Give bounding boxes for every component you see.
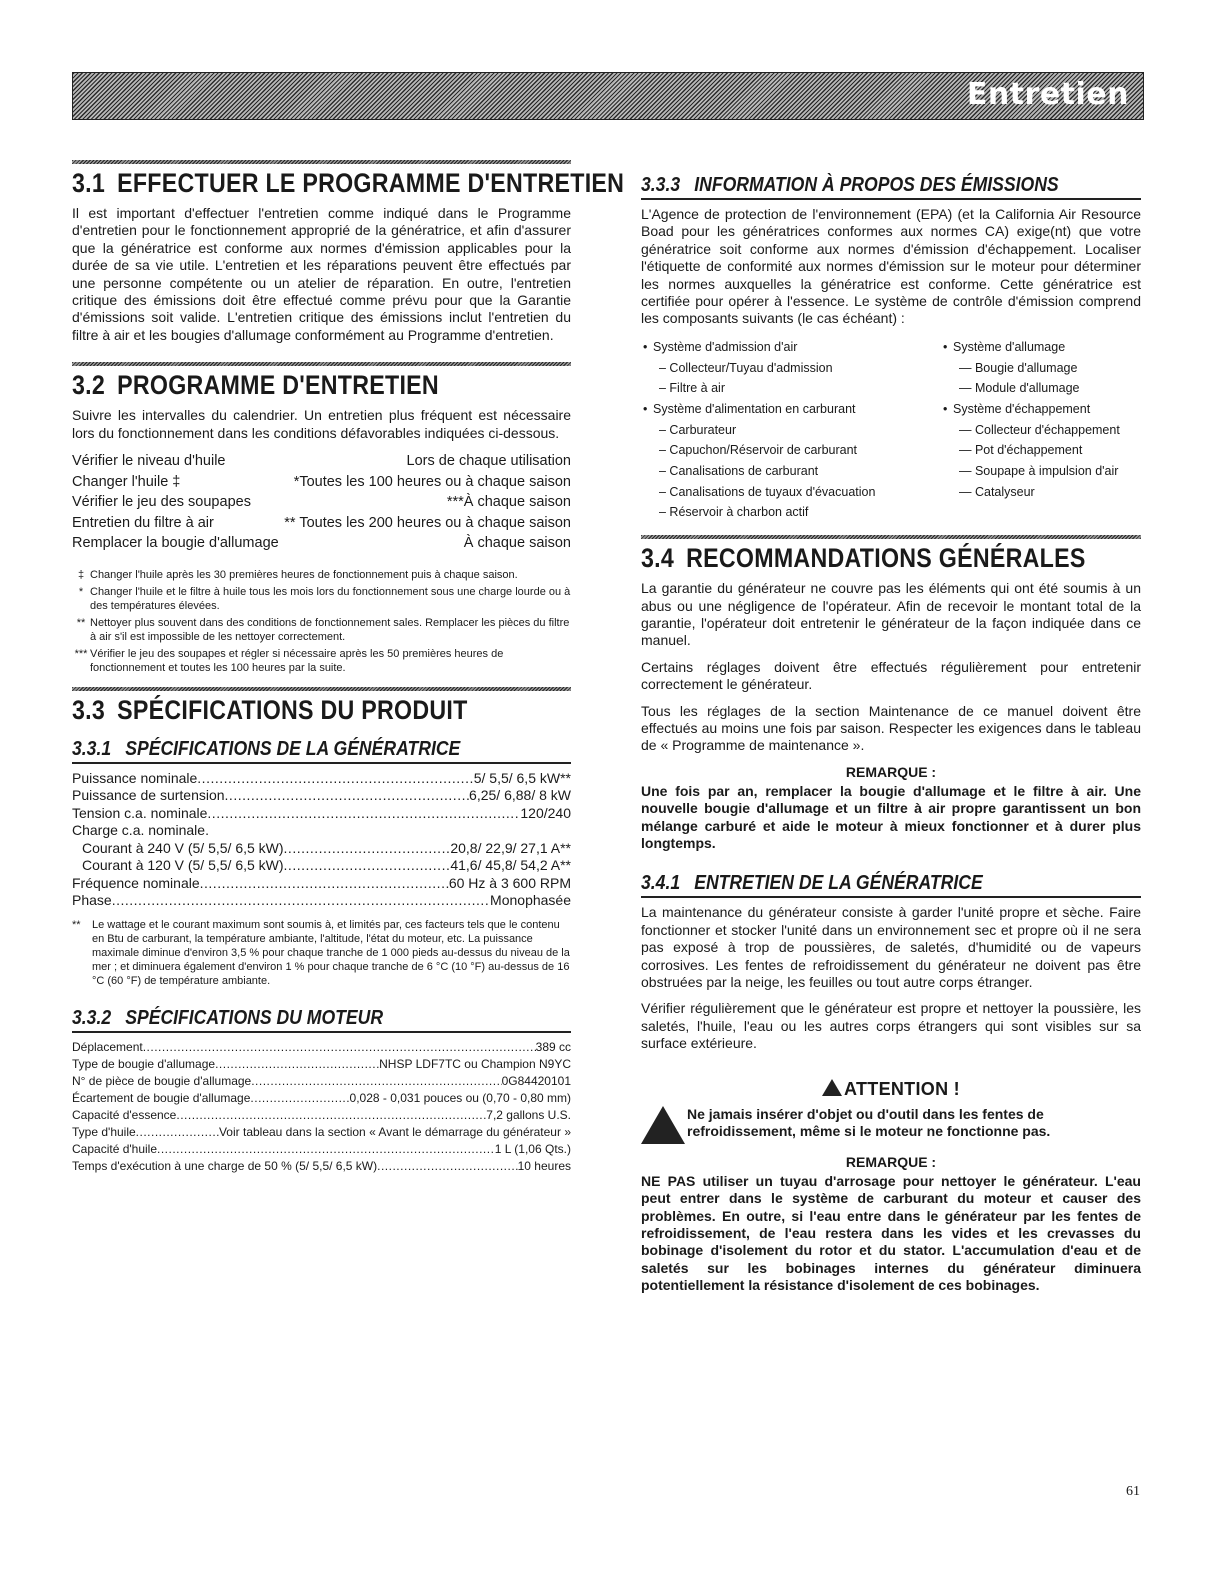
spec-label: Puissance de surtension [72, 787, 225, 804]
header-banner [72, 72, 1144, 120]
emission-list-item: – Collecteur/Tuyau d'admission [659, 360, 833, 375]
spec-value: 1 L (1,06 Qts.) [494, 1141, 571, 1156]
spec-label: Puissance nominale [72, 769, 198, 786]
section-number: 3.2 [72, 370, 106, 401]
spec-label: Temps d'exécution à une charge de 50 % (5/ 5,5/ 6,5 kW) [72, 1158, 378, 1173]
schedule-row [72, 451, 571, 472]
spec-row [72, 1073, 571, 1090]
leader-dots [207, 805, 520, 823]
spec-value: Voir tableau dans la section « Avant le démarrage du générateur » [218, 1124, 571, 1139]
section-title: SPÉCIFICATIONS DU MOTEUR [125, 1006, 384, 1029]
section-number: 3.3.1 [72, 737, 112, 760]
spec-value: 389 cc [535, 1039, 571, 1054]
leader-dots [197, 770, 473, 788]
emission-list-left [641, 337, 921, 523]
schedule-note [72, 647, 571, 675]
leader-dots [284, 840, 451, 858]
spec-value: 120/240 [520, 804, 571, 821]
spec-value: 60 Hz à 3 600 RPM [448, 874, 571, 891]
note-text: Nettoyer plus souvent dans des conditions de fonctionnement sales. Remplacer les pièces du filtre à air s'il est impossible de les nettoyer correctement. [90, 616, 570, 643]
section-number: 3.1 [72, 168, 106, 198]
emission-list-right [941, 337, 1120, 523]
spec-label: Déplacement [72, 1039, 143, 1054]
section-title: EFFECTUER LE PROGRAMME D'ENTRETIEN [117, 168, 625, 198]
leader-dots [143, 1039, 536, 1056]
spec-row [72, 857, 571, 875]
section-rule [72, 160, 571, 164]
remark-label: REMARQUE : [845, 1153, 937, 1170]
section-title: PROGRAMME D'ENTRETIEN [117, 370, 439, 401]
emission-list-item: — Bougie d'allumage [959, 360, 1078, 375]
spec-row [72, 1056, 571, 1073]
emission-list-item: – Filtre à air [659, 381, 725, 396]
section-rule [641, 535, 1141, 539]
emission-list-item: — Collecteur d'échappement [959, 422, 1120, 437]
spec-value: 0G84420101 [501, 1073, 571, 1088]
leader-dots [136, 1124, 219, 1141]
warning-text: Ne jamais insérer d'objet ou d'outil dans les fentes de refroidissement, même si le moteur ne fonctionne pas. [687, 1105, 1051, 1140]
schedule-task: Changer l'huile ‡ [72, 473, 181, 490]
section-3-4-1-p1: La maintenance du générateur consiste à garder l'unité propre et sèche. Faire fonctionner et stocker l'unité dans un environnement sec et propre où il ne sera pas exposé à trop de poussières, de saletés, d'humidité ou de vapeurs corrosives. Les fentes de refroidissement du générateur ne doivent pas être obstruées par la neige, les feuilles ou tout autre corps étranger. [641, 904, 1141, 991]
spec-value: 5/ 5,5/ 6,5 kW** [473, 769, 571, 786]
emission-list-item: • Système d'admission d'air [641, 337, 921, 358]
spec-row [72, 805, 571, 823]
spec-value: 20,8/ 22,9/ 27,1 A** [450, 839, 571, 856]
spec-row [72, 787, 571, 805]
spec-label: Courant à 120 V (5/ 5,5/ 6,5 kW) [82, 857, 284, 874]
section-3-3-2-heading [72, 1007, 571, 1033]
section-number: 3.4 [641, 543, 675, 574]
section-3-2-body: Suivre les intervalles du calendrier. Un entretien plus fréquent est nécessaire lors du fonctionnement dans les conditions défavorables indiquées ci-dessous. [72, 407, 571, 441]
emission-list-item: – Canalisations de tuyaux d'évacuation [659, 484, 876, 499]
schedule-interval: À chaque saison [463, 535, 571, 552]
note-text: Le wattage et le courant maximum sont soumis à, et limités par, ces facteurs tels que le contenu en Btu de carburant, la température ambiante, l'altitude, l'état du moteur, etc. La puissance maximale diminue d'environ 3,5 % pour chaque tranche de 1 000 pieds au-dessus du niveau de la mer ; et diminuera également d'environ 1 % pour chaque tranche de 6 °C (10 °F) au-dessus de 16 °C (60 °F) de température ambiante. [92, 918, 570, 988]
schedule-task: Remplacer la bougie d'allumage [72, 535, 279, 552]
note-mark: * [78, 585, 84, 598]
schedule-row [72, 472, 571, 493]
emission-list-item: • Système d'alimentation en carburant [641, 399, 921, 420]
section-number: 3.3.3 [641, 174, 681, 196]
spec-label: N° de pièce de bougie d'allumage [72, 1073, 252, 1088]
section-number: 3.3 [72, 694, 106, 725]
schedule-row [72, 492, 571, 513]
emission-list-item: — Pot d'échappement [959, 443, 1083, 458]
leader-dots [251, 1073, 501, 1090]
schedule-interval: ***À chaque saison [446, 494, 571, 511]
spec-row [72, 1090, 571, 1107]
emission-list-item: — Module d'allumage [959, 381, 1080, 396]
section-title: INFORMATION À PROPOS DES ÉMISSIONS [694, 174, 1059, 196]
spec-value: 7,2 gallons U.S. [486, 1107, 571, 1122]
section-number: 3.4.1 [641, 872, 681, 895]
spec-value: Monophasée [490, 892, 571, 909]
section-3-4-p2: Certains réglages doivent être effectués régulièrement pour entretenir correctement le générateur. [641, 658, 1141, 693]
note-mark: ** [72, 918, 81, 931]
section-3-2-heading [72, 370, 501, 401]
spec-label: Type d'huile [72, 1124, 136, 1139]
leader-dots [377, 1158, 517, 1175]
schedule-row [72, 513, 571, 534]
spec-label: Écartement de bougie d'allumage [72, 1090, 251, 1105]
schedule-interval: *Toutes les 100 heures ou à chaque saison [293, 473, 571, 490]
section-title: RECOMMANDATIONS GÉNÉRALES [686, 543, 1086, 574]
leader-dots [157, 1141, 495, 1158]
schedule-task: Vérifier le niveau d'huile [72, 453, 226, 470]
emission-components [641, 337, 1141, 523]
remark-text: Une fois par an, remplacer la bougie d'allumage et le filtre à air. Une nouvelle bougie d'allumage et un filtre à air propre garantissent un bon mélange carburé et aide le moteur à mieux fonctionner et à durer plus longtemps. [641, 782, 1141, 852]
attention-heading [641, 1079, 1141, 1100]
section-3-3-1-heading [72, 738, 571, 764]
leader-dots [176, 1107, 486, 1124]
section-rule [72, 687, 571, 691]
section-3-4-heading [641, 543, 1086, 574]
emission-list-item: – Capuchon/Réservoir de carburant [659, 443, 858, 458]
leader-dots [112, 892, 490, 910]
emission-list-item: – Réservoir à charbon actif [659, 505, 809, 520]
spec-value: 6,25/ 6,88/ 8 kW [469, 787, 571, 804]
page-title: Entretien [966, 77, 1129, 112]
schedule-note [72, 585, 571, 613]
section-number: 3.3.2 [72, 1006, 112, 1029]
schedule-task: Entretien du filtre à air [72, 514, 214, 531]
spec-row [72, 770, 571, 788]
note-mark: ** [76, 616, 86, 629]
schedule-notes [72, 568, 571, 675]
spec-value: 10 heures [517, 1158, 571, 1173]
spec-value: 41,6/ 45,8/ 54,2 A** [450, 857, 571, 874]
remark-text: NE PAS utiliser un tuyau d'arrosage pour nettoyer le générateur. L'eau peut entrer dans le système de carburant du moteur et causer des problèmes. En outre, si l'eau entre dans le générateur par les fentes de refroidissement, de l'eau restera dans les vides et les crevasses du bobinage d'isolement du rotor et du stator. L'accumulation d'eau et de saletés sur les bobinages internes du générateur diminuera potentiellement la résistance d'isolement de ces bobinages. [641, 1172, 1141, 1294]
attention-warning [641, 1106, 1141, 1144]
emission-list-item: – Carburateur [659, 422, 737, 437]
section-rule [72, 362, 571, 366]
emission-list-item: — Catalyseur [959, 484, 1035, 499]
spec-row [72, 875, 571, 893]
schedule-task: Vérifier le jeu des soupapes [72, 494, 251, 511]
spec-label: Tension c.a. nominale [72, 804, 208, 821]
leader-dots [250, 1090, 349, 1107]
section-3-4-1-heading [641, 872, 1141, 898]
section-title: SPÉCIFICATIONS DU PRODUIT [117, 694, 468, 725]
maintenance-schedule [72, 451, 571, 554]
note-mark: ‡ [77, 568, 85, 581]
note-mark: *** [74, 647, 88, 660]
schedule-interval: Lors de chaque utilisation [406, 453, 571, 470]
leader-dots [215, 1056, 379, 1073]
engine-specs [72, 1039, 571, 1175]
generator-spec-note [72, 918, 571, 989]
spec-value: NHSP LDF7TC ou Champion N9YC [379, 1056, 571, 1071]
spec-row [72, 1124, 571, 1141]
section-title: SPÉCIFICATIONS DE LA GÉNÉRATRICE [125, 737, 461, 760]
schedule-note [72, 616, 571, 644]
note-text: Changer l'huile et le filtre à huile tous les mois lors du fonctionnement sous une charge lourde ou à des températures élevées. [90, 585, 571, 612]
section-3-3-heading [72, 695, 501, 726]
emission-list-item: • Système d'allumage [941, 337, 1120, 358]
spec-row: Charge c.a. nominale. [72, 822, 209, 839]
spec-label: Type de bougie d'allumage [72, 1056, 216, 1071]
section-3-1-body: Il est important d'effectuer l'entretien comme indiqué dans le Programme d'entretien pour le fonctionnement approprié de la génératrice, et afin d'assurer que la génératrice est conforme aux normes d'émission applicables pour la durée de sa vie utile. L'entretien et les réparations peuvent être effectués par une personne compétente ou un atelier de réparation. En outre, l'entretien critique des émissions doit être effectué comme prévu pour que la Garantie d'émissions soit valide. L'entretien critique des émissions inclut l'entretien du filtre à air et les bougies d'allumage conformément au Programme d'entretien. [72, 205, 571, 343]
spec-label: Courant à 240 V (5/ 5,5/ 6,5 kW) [82, 839, 284, 856]
leader-dots [284, 857, 451, 875]
section-title: ENTRETIEN DE LA GÉNÉRATRICE [694, 872, 983, 895]
spec-row [72, 1141, 571, 1158]
spec-label: Fréquence nominale [72, 874, 200, 891]
attention-label: ATTENTION ! [844, 1078, 960, 1099]
leader-dots [225, 787, 470, 805]
left-column [72, 160, 625, 1175]
remark-label: REMARQUE : [845, 763, 937, 780]
leader-dots [200, 875, 449, 893]
spec-label: Capacité d'huile [72, 1141, 158, 1156]
generator-specs [72, 770, 571, 910]
spec-row [72, 1158, 571, 1175]
warning-icon [822, 1079, 842, 1096]
spec-label: Phase [72, 892, 112, 909]
section-3-1-heading [72, 168, 625, 199]
schedule-interval: ** Toutes les 200 heures ou à chaque saison [284, 514, 571, 531]
section-3-4-p1: La garantie du générateur ne couvre pas les éléments qui ont été soumis à un abus ou une négligence de l'opérateur. Afin de recevoir le montant total de la garantie, l'opérateur doit entretenir le générateur de la façon indiquée dans ce manuel. [641, 580, 1141, 649]
note-text: Vérifier le jeu des soupapes et régler si nécessaire après les 50 premières heures de fonctionnement et toutes les 100 heures par la suite. [90, 647, 504, 674]
note-text: Changer l'huile après les 30 premières heures de fonctionnement puis à chaque saison. [90, 568, 518, 581]
emission-list-item: – Canalisations de carburant [659, 464, 819, 479]
spec-value: 0,028 - 0,031 pouces ou (0,70 - 0,80 mm) [349, 1090, 571, 1105]
spec-row [72, 892, 571, 910]
section-3-4-1-p2: Vérifier régulièrement que le générateur est propre et nettoyer la poussière, les saletés, l'huile, l'eau ou les autres corps étrangers qui sont visibles sur sa surface extérieure. [641, 1000, 1141, 1052]
spec-label: Capacité d'essence [72, 1107, 177, 1122]
section-3-3-3-heading [641, 174, 1141, 200]
section-3-3-3-body: L'Agence de protection de l'environnement (EPA) (et la California Air Resource Boad pour les génératrices conformes aux normes CA) exige(nt) que votre génératrice soit conforme aux normes d'émission d'échappement. Localiser l'étiquette de conformité aux normes d'émission sur le moteur pour déterminer les normes auxquelles la génératrice est conforme. Cette génératrice est certifiée pour opérer à l'essence. Le système de contrôle d'émission comprend les composants suivants (le cas échéant) : [641, 206, 1141, 327]
page-number: 61 [1126, 1484, 1140, 1499]
section-3-4-p3: Tous les réglages de la section Maintenance de ce manuel doivent être effectués au moins une fois par saison. Respecter les exigences dans le tableau de « Programme de maintenance ». [641, 702, 1141, 754]
schedule-note [72, 568, 571, 582]
warning-triangle-icon [641, 1106, 685, 1144]
schedule-row [72, 533, 571, 554]
right-column [641, 160, 1141, 1305]
emission-list-item: — Soupape à impulsion d'air [959, 464, 1119, 479]
spec-row [72, 1107, 571, 1124]
spec-row [72, 1039, 571, 1056]
spec-row [72, 840, 571, 858]
emission-list-item: • Système d'échappement [941, 399, 1120, 420]
